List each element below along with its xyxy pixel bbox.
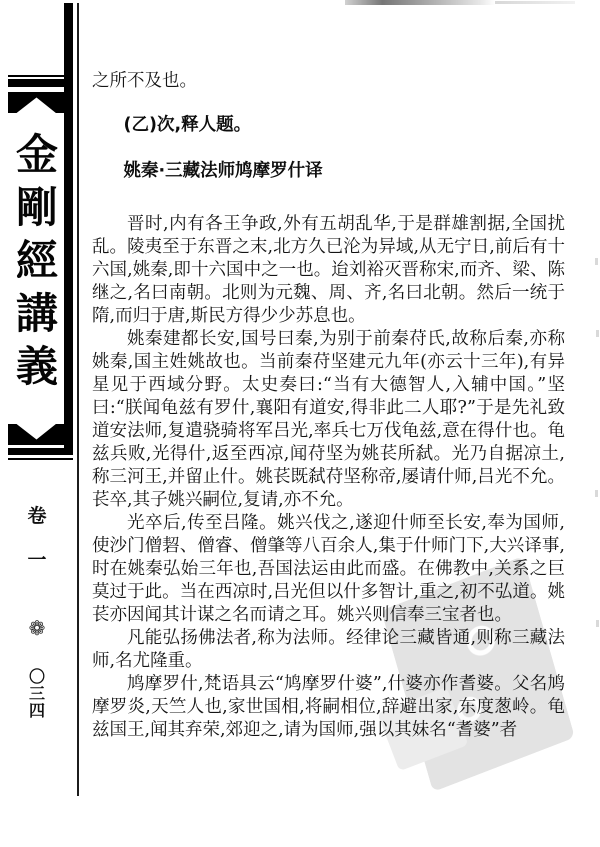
spine-rule-vertical-thin bbox=[77, 3, 79, 796]
spine-rule-horizontal-thin-bottom bbox=[8, 458, 73, 460]
scan-artifact-top-streak-light bbox=[495, 1, 575, 4]
title-char: 剛 bbox=[15, 183, 58, 232]
translator-heading: 姚秦·三藏法师鸠摩罗什译 bbox=[123, 161, 323, 181]
book-title-vertical bbox=[5, 128, 69, 393]
bracket-ornament-top-icon bbox=[8, 92, 65, 113]
title-char: 義 bbox=[15, 342, 58, 391]
body-paragraph: 鸠摩罗什,梵语具云“鸠摩罗什婆”,什婆亦作耆婆。父名鸠摩罗炎,天竺人也,家世国相,将嗣相位,辞避出家,东度葱岭。龟兹国王,闻其弃荣,郊迎之,请为国师,强以其妹名“耆婆”者 bbox=[92, 674, 565, 740]
title-char: 金 bbox=[15, 130, 58, 179]
carryover-line: 之所不及也。 bbox=[92, 71, 197, 91]
body-paragraph: 凡能弘扬佛法者,称为法师。经律论三藏皆通,则称三藏法师,名尤隆重。 bbox=[92, 628, 565, 671]
page-number-char: 四 bbox=[28, 701, 45, 720]
page-number-char: 〇 bbox=[28, 667, 45, 686]
title-char: 經 bbox=[15, 236, 58, 285]
scan-speck bbox=[596, 620, 599, 627]
body-paragraph: 晋时,内有各王争政,外有五胡乱华,于是群雄割据,全国扰乱。陵夷至于东晋之末,北方久已沦为异域,从无宁日,前后有十六国,姚秦,即十六国中之一也。迨刘裕灭晋称宋,而齐、梁、陈继之,名曰南朝。北则为元魏、周、齐,名曰北朝。然后一统于隋,而归于唐,斯民方得少少苏息也。 bbox=[92, 214, 565, 326]
flower-ornament-icon: ❁ bbox=[28, 616, 46, 640]
body-paragraph: 光卒后,传至吕隆。姚兴伐之,遂迎什师至长安,奉为国师,使沙门僧䂮、僧睿、僧肇等八百余人,集于什师门下,大兴译事,时在姚秦弘始三年也,吾国法运由此而盛。在佛教中,关系之巨莫过于此。当在西凉时,吕光但以什多智计,重之,初不弘道。姚苌亦因闻其计谋之名而请之耳。姚兴则信奉三宝者也。 bbox=[92, 513, 565, 625]
title-char: 講 bbox=[15, 289, 58, 338]
volume-label-char: 卷 bbox=[27, 505, 47, 527]
page-number-vertical bbox=[5, 668, 69, 719]
page-content bbox=[92, 70, 565, 742]
scan-artifact-top-streak bbox=[345, 0, 495, 5]
section-heading: (乙)次,释人题。 bbox=[123, 115, 252, 135]
scan-speck bbox=[595, 490, 598, 497]
scan-speck bbox=[596, 330, 599, 337]
spine-rule-horizontal-thick-bottom bbox=[8, 448, 73, 455]
body-paragraph: 姚秦建都长安,国号曰秦,为别于前秦苻氏,故称后秦,亦称姚秦,国主姓姚故也。当前秦苻坚建元九年(亦云十三年),有异星见于西域分野。太史奏曰:“当有大德智人,入辅中国。”坚曰:“朕闻龟兹有罗什,襄阳有道安,得非此二人耶?”于是先礼致道安法师,复遣骁骑将军吕光,率兵七万伐龟兹,意在得什也。龟兹兵败,光得什,返至西凉,闻苻坚为姚苌所弑。光乃自据凉土,称三河王,并留止什。姚苌既弑苻坚称帝,屡请什师,吕光不允。苌卒,其子姚兴嗣位,复请,亦不允。 bbox=[92, 329, 565, 510]
scan-speck bbox=[595, 258, 598, 265]
spine-rule-horizontal-thick-top bbox=[8, 79, 73, 87]
bracket-ornament-bottom-icon bbox=[8, 424, 65, 445]
page-number-char: 三 bbox=[28, 684, 45, 703]
spine-rule-horizontal-thin-top bbox=[8, 75, 73, 77]
volume-number-char: 一 bbox=[27, 549, 47, 571]
